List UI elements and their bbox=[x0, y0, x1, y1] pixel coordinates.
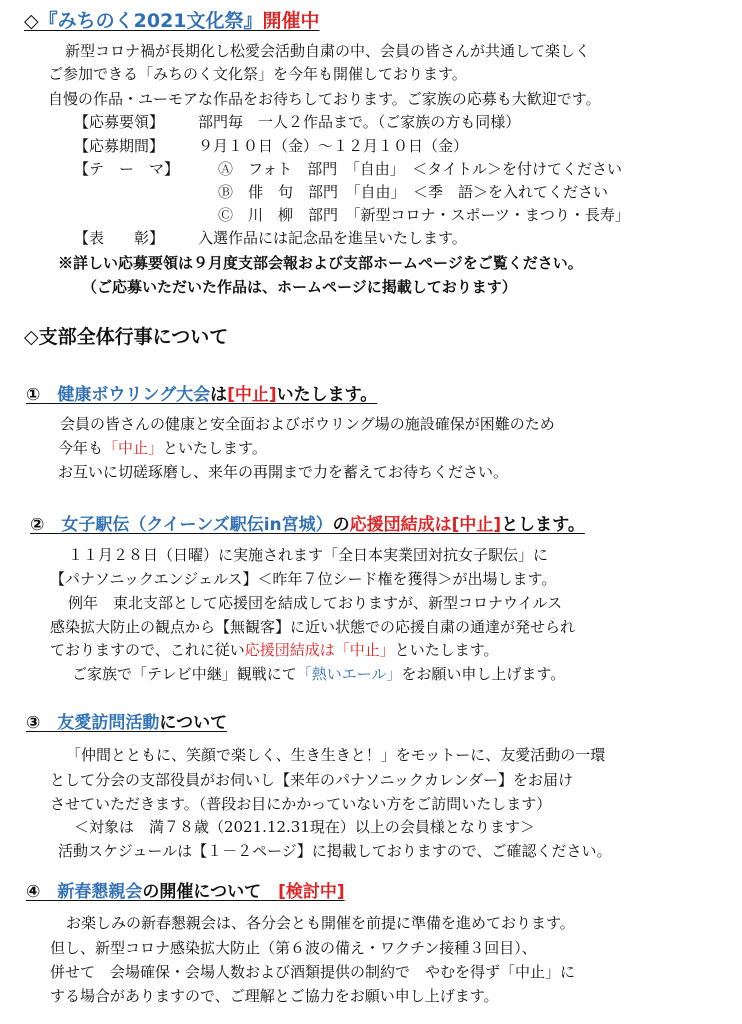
event-number: ① bbox=[26, 385, 41, 405]
event-name: 健康ボウリング大会 bbox=[57, 385, 211, 405]
row-label: 【応募要領】 bbox=[74, 113, 165, 131]
event-3-line-1: 「仲間とともに、笑顔で楽しく、生き生きと！」をモットーに、友愛活動の一環 bbox=[66, 746, 606, 764]
note-details: ※詳しい応募要領は９月度支部会報および支部ホームページをご覧ください。 bbox=[58, 254, 583, 272]
event-2-line-6 bbox=[72, 664, 565, 684]
event-2-line-1: １１月２８日（日曜）に実施されます「全日本実業団対抗女子駅伝」に bbox=[68, 546, 549, 564]
row-value: 入選作品には記念品を進呈いたします。 bbox=[198, 229, 467, 247]
event-3-line-5: 活動スケジュールは【１－２ページ】に掲載しておりますので、ご確認ください。 bbox=[58, 842, 612, 860]
diamond-mark: ◇ bbox=[24, 10, 39, 32]
festival-title: 『みちのく2021文化祭』 bbox=[38, 10, 263, 32]
row-theme-haiku bbox=[74, 182, 608, 202]
event-name: 友愛訪問活動 bbox=[57, 713, 160, 733]
event-status: 応援団結成は[中止] bbox=[349, 515, 502, 535]
event-1-heading bbox=[26, 383, 377, 407]
text-segment: といたします。 bbox=[163, 439, 267, 457]
event-suffix: いたします。 bbox=[276, 385, 378, 405]
event-1-line-3: お互いに切磋琢磨し、来年の再開まで力を蓄えてお待ちください。 bbox=[58, 463, 509, 481]
event-status: [中止] bbox=[227, 385, 277, 405]
event-3-line-3: させていただきます。（普段お目にかかっていない方をご訪問いたします） bbox=[50, 795, 552, 813]
event-particle: は bbox=[210, 385, 228, 405]
intro-line-1: 新型コロナ禍が長期化し松愛会活動自粛の中、会員の皆さんが共通して楽しく bbox=[65, 42, 591, 60]
event-suffix: とします。 bbox=[501, 515, 585, 535]
row-value: 部門毎 一人２作品まで。（ご家族の方も同様） bbox=[198, 113, 521, 131]
event-2-heading bbox=[30, 513, 585, 537]
event-status: [検討中] bbox=[278, 882, 345, 902]
event-3-heading bbox=[26, 711, 227, 735]
branch-events-heading: ◇支部全体行事について bbox=[24, 326, 229, 348]
cancel-label: 「中止」 bbox=[103, 439, 164, 457]
cheer-label: 「熱いエール」 bbox=[296, 665, 402, 683]
festival-status: 開催中 bbox=[262, 10, 320, 32]
event-2-line-5 bbox=[50, 640, 499, 660]
event-number: ④ bbox=[26, 882, 41, 902]
event-4-line-4: する場合がありますので、ご理解とご協力をお願い申し上げます。 bbox=[50, 987, 499, 1005]
event-number: ③ bbox=[26, 713, 41, 733]
row-value: Ⓐ フォト 部門 「自由」 ＜タイトル＞を付けてください bbox=[218, 160, 622, 178]
text-segment: ご家族で「テレビ中継」観戦にて bbox=[72, 665, 297, 683]
event-particle: の bbox=[332, 515, 350, 535]
cancel-label: 応援団結成は「中止」 bbox=[244, 641, 395, 659]
row-award bbox=[74, 228, 467, 248]
event-suffix: について bbox=[159, 713, 228, 733]
text-segment: ておりますので、これに従い bbox=[50, 641, 245, 659]
event-2-line-2: 【パナソニックエンジェルス】＜昨年７位シード権を獲得＞が出場します。 bbox=[50, 570, 557, 588]
row-label: 【表 彰】 bbox=[74, 229, 165, 247]
row-application-period bbox=[74, 136, 468, 156]
event-2-line-4: 感染拡大防止の観点から【無観客】に近い状態での応援自粛の通達が発せられ bbox=[50, 618, 576, 636]
row-application-rules bbox=[74, 112, 520, 132]
event-2-line-3: 例年 東北支部として応援団を結成しておりますが、新型コロナウイルス bbox=[68, 594, 563, 612]
intro-line-3: 自慢の作品・ユーモアな作品をお待ちしております。ご家族の応募も大歓迎です。 bbox=[48, 90, 601, 108]
text-segment: をお願い申し上げます。 bbox=[401, 665, 566, 683]
row-label: 【テ ー マ】 bbox=[74, 160, 180, 178]
event-4-heading bbox=[26, 880, 345, 904]
event-name: 新春懇親会 bbox=[57, 882, 143, 902]
row-theme-senryu bbox=[74, 205, 630, 225]
intro-line-2: ご参加できる「みちのく文化祭」を今年も開催しております。 bbox=[48, 65, 467, 83]
culture-festival-heading bbox=[24, 9, 320, 33]
row-theme-photo bbox=[74, 159, 622, 179]
text-segment: といたします。 bbox=[394, 641, 499, 659]
event-1-line-2 bbox=[58, 438, 267, 458]
note-homepage: （ご応募いただいた作品は、ホームページに掲載しております） bbox=[82, 278, 517, 296]
event-4-line-3: 併せて 会場確保・会場人数および酒類提供の制約で やむを得ず「中止」に bbox=[50, 963, 576, 981]
row-value: ９月１０日（金）～１２月１０日（金） bbox=[198, 137, 469, 155]
row-value: Ⓑ 俳 句 部門 「自由」 ＜季 語＞を入れてください bbox=[218, 183, 609, 201]
event-3-line-4: ＜対象は 満７８歳（2021.12.31現在）以上の会員様となります＞ bbox=[74, 818, 535, 836]
event-4-line-2: 但し、新型コロナ感染拡大防止（第６波の備え・ワクチン接種３回目）、 bbox=[50, 939, 537, 957]
event-1-line-1: 会員の皆さんの健康と安全面およびボウリング場の施設確保が困難のため bbox=[60, 415, 555, 433]
event-suffix: の開催について bbox=[142, 882, 262, 902]
event-4-line-1: お楽しみの新春懇親会は、各分会とも開催を前提に準備を進めております。 bbox=[66, 914, 575, 932]
event-3-line-2: として分会の支部役員がお伺いし【来年のパナソニックカレンダー】をお届け bbox=[50, 771, 573, 789]
event-name: 女子駅伝（クイーンズ駅伝in宮城） bbox=[61, 515, 333, 535]
text-segment: 今年も bbox=[58, 439, 104, 457]
event-number: ② bbox=[30, 515, 45, 535]
row-value: Ⓒ 川 柳 部門 「新型コロナ・スポーツ・まつり・長寿」 bbox=[218, 206, 630, 224]
row-label: 【応募期間】 bbox=[74, 137, 165, 155]
